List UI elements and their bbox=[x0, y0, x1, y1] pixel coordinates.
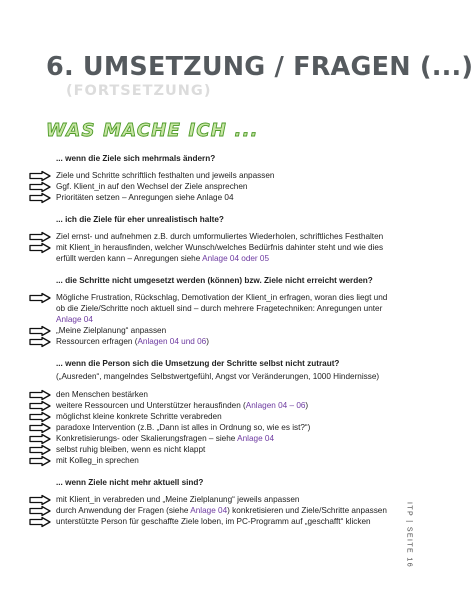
arrow-icon bbox=[29, 412, 51, 422]
list-item: mit Klient_in verabreden und „Meine Zielplanung“ jeweils anpassen bbox=[28, 494, 393, 505]
question-1: ... wenn die Ziele sich mehrmals ändern? bbox=[56, 154, 216, 163]
list-item: den Menschen bestärken bbox=[28, 389, 393, 400]
list-item: möglichst kleine konkrete Schritte verabreden bbox=[28, 411, 393, 422]
list-item: Prioritäten setzen – Anregungen siehe Anlage 04 bbox=[28, 192, 393, 203]
question-4-note: („Ausreden“, mangelndes Selbstwertgefühl, Angst vor Veränderungen, 1000 Hindernisse) bbox=[56, 372, 380, 381]
arrow-icon bbox=[29, 401, 51, 411]
annex-link[interactable]: Anlage 04 bbox=[237, 434, 275, 443]
page-title: 6. UMSETZUNG / FRAGEN (...) bbox=[46, 52, 473, 82]
arrow-icon bbox=[29, 434, 51, 444]
content-body bbox=[28, 153, 393, 527]
arrow-icon bbox=[29, 193, 51, 203]
list-item: „Meine Zielplanung“ anpassen bbox=[28, 325, 393, 336]
arrow-icon bbox=[29, 517, 51, 527]
section-heading-text: WAS MACHE ICH ... bbox=[46, 120, 259, 141]
list-item: mit Klient_in herausfinden, welcher Wunsch/welches Bedürfnis dahinter steht und wie dies erfüllt werden kann – Anregungen siehe Anlage 04 oder 05 bbox=[28, 242, 393, 264]
arrow-icon bbox=[29, 506, 51, 516]
question-2: ... ich die Ziele für eher unrealistisch halte? bbox=[56, 215, 224, 224]
list-item: selbst ruhig bleiben, wenn es nicht klappt bbox=[28, 444, 393, 455]
arrow-icon bbox=[29, 337, 51, 347]
page-subtitle: (FORTSETZUNG) bbox=[66, 83, 212, 99]
list-item: Konkretisierungs- oder Skalierungsfragen – siehe Anlage 04 bbox=[28, 433, 393, 444]
arrow-icon bbox=[29, 423, 51, 433]
list-item: mit Kolleg_in sprechen bbox=[28, 455, 393, 466]
arrow-icon bbox=[29, 293, 51, 303]
list-item: Ressourcen erfragen (Anlagen 04 und 06) bbox=[28, 336, 393, 347]
section-heading bbox=[46, 120, 259, 141]
annex-link[interactable]: Anlagen 04 und 06 bbox=[137, 337, 207, 346]
list-item: paradoxe Intervention (z.B. „Dann ist alles in Ordnung so, wie es ist?“) bbox=[28, 422, 393, 433]
arrow-icon bbox=[29, 243, 51, 253]
annex-link[interactable]: Anlage 04 oder 05 bbox=[202, 254, 270, 263]
list-item: Ziele und Schritte schriftlich festhalten und jeweils anpassen bbox=[28, 170, 393, 181]
question-3: ... die Schritte nicht umgesetzt werden (können) bzw. Ziele nicht erreicht werden? bbox=[56, 276, 373, 285]
arrow-icon bbox=[29, 456, 51, 466]
arrow-icon bbox=[29, 182, 51, 192]
arrow-icon bbox=[29, 232, 51, 242]
page-number-label: ITP | SEITE 16 bbox=[405, 501, 413, 569]
arrow-icon bbox=[29, 171, 51, 181]
arrow-icon bbox=[29, 326, 51, 336]
list-item: durch Anwendung der Fragen (siehe Anlage 04) konkretisieren und Ziele/Schritte anpassen bbox=[28, 505, 393, 516]
list-item: Ggf. Klient_in auf den Wechsel der Ziele ansprechen bbox=[28, 181, 393, 192]
question-5: ... wenn Ziele nicht mehr aktuell sind? bbox=[56, 478, 204, 487]
list-item: Ziel ernst- und aufnehmen z.B. durch umformuliertes Wiederholen, schriftliches Festhalten bbox=[28, 231, 393, 242]
annex-link[interactable]: Anlage 04 bbox=[190, 506, 228, 515]
question-4: ... wenn die Person sich die Umsetzung der Schritte selbst nicht zutraut? bbox=[56, 359, 340, 368]
arrow-icon bbox=[29, 390, 51, 400]
list-item: Mögliche Frustration, Rückschlag, Demotivation der Klient_in erfragen, woran dies liegt und ob die Ziele/Schritte noch aktuell sind – durch mehrere Fragetechniken: Anregungen unter Anlage 04 bbox=[28, 292, 393, 325]
arrow-icon bbox=[29, 445, 51, 455]
list-item: weitere Ressourcen und Unterstützer herausfinden (Anlagen 04 – 06) bbox=[28, 400, 393, 411]
arrow-icon bbox=[29, 495, 51, 505]
list-item: unterstützte Person für geschaffte Ziele loben, im PC-Programm auf „geschafft“ klicken bbox=[28, 516, 393, 527]
annex-link[interactable]: Anlage 04 bbox=[56, 315, 93, 324]
annex-link[interactable]: Anlagen 04 – 06 bbox=[245, 401, 306, 410]
